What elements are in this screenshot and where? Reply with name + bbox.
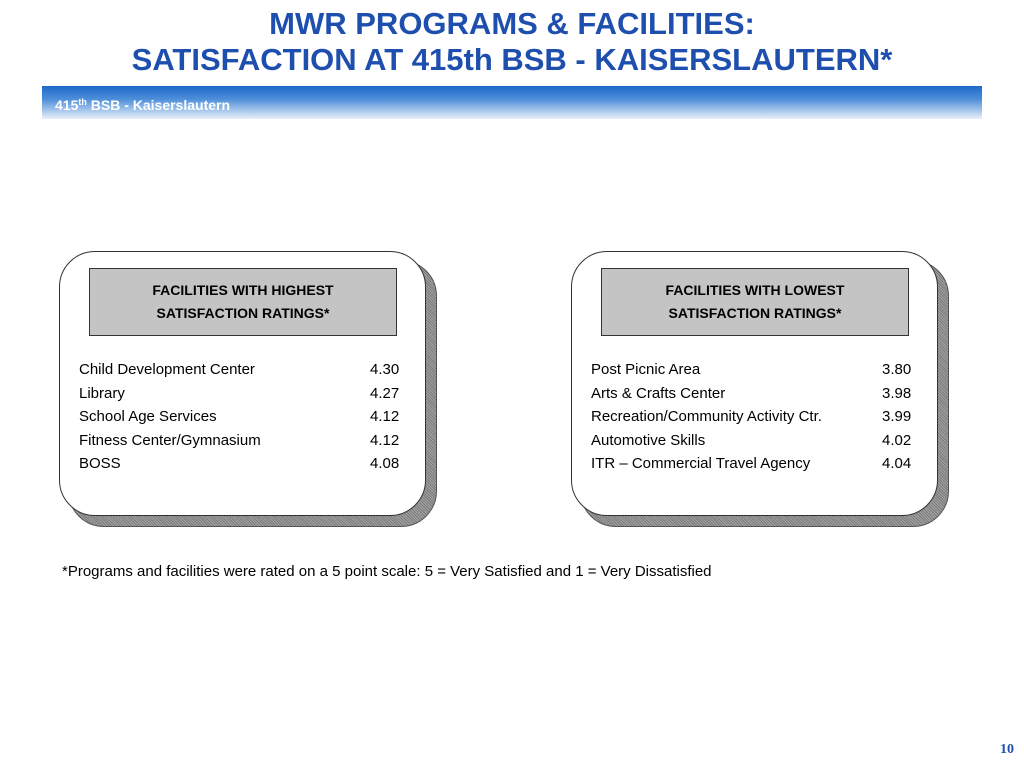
rating-value: 4.08: [370, 455, 400, 472]
facility-name: Automotive Skills: [591, 431, 706, 449]
header-banner: [42, 86, 982, 119]
rating-scale-footnote: *Programs and facilities were rated on a 5 point scale: 5 = Very Satisfied and 1 = Very Dissatisfied: [62, 563, 712, 580]
banner-prefix: 415: [55, 97, 79, 113]
rating-value: 4.27: [370, 384, 400, 402]
facility-name: Fitness Center/Gymnasium: [79, 431, 261, 449]
rating-value: 3.98: [882, 384, 912, 402]
lowest-panel-header: [601, 268, 909, 336]
rating-value: 4.12: [370, 408, 400, 425]
facility-name: School Age Services: [79, 408, 217, 425]
highest-header-line-2: SATISFACTION RATINGS*: [156, 305, 330, 321]
lowest-header-line-1: FACILITIES WITH LOWEST: [665, 282, 845, 298]
slide-title-line-1: MWR PROGRAMS & FACILITIES:: [269, 6, 755, 41]
lowest-ratings-panel: [571, 251, 938, 516]
slide-title-line-2: SATISFACTION AT 415th BSB - KAISERSLAUTERN*: [131, 42, 893, 77]
banner-suffix: BSB - Kaiserslautern: [86, 97, 231, 113]
facility-name: Post Picnic Area: [591, 361, 701, 378]
banner-superscript: th: [78, 97, 87, 107]
facility-name: Child Development Center: [79, 361, 255, 378]
facility-name: Arts & Crafts Center: [591, 384, 726, 402]
banner-label: [55, 97, 230, 113]
rating-value: 4.04: [882, 455, 912, 472]
rating-value: 3.80: [882, 361, 912, 378]
rating-value: 3.99: [882, 408, 912, 425]
facility-name: Recreation/Community Activity Ctr.: [591, 408, 822, 425]
facility-name: BOSS: [79, 455, 121, 472]
highest-ratings-panel: [59, 251, 426, 516]
rating-value: 4.02: [882, 431, 912, 449]
rating-value: 4.30: [370, 361, 400, 378]
slide-title: [0, 6, 1024, 78]
facility-name: ITR – Commercial Travel Agency: [591, 455, 811, 472]
lowest-header-line-2: SATISFACTION RATINGS*: [668, 305, 842, 321]
highest-header-line-1: FACILITIES WITH HIGHEST: [152, 282, 334, 298]
highest-panel-header: [89, 268, 397, 336]
facility-name: Library: [79, 384, 125, 402]
page-number: 10: [1000, 742, 1014, 757]
rating-value: 4.12: [370, 431, 400, 449]
